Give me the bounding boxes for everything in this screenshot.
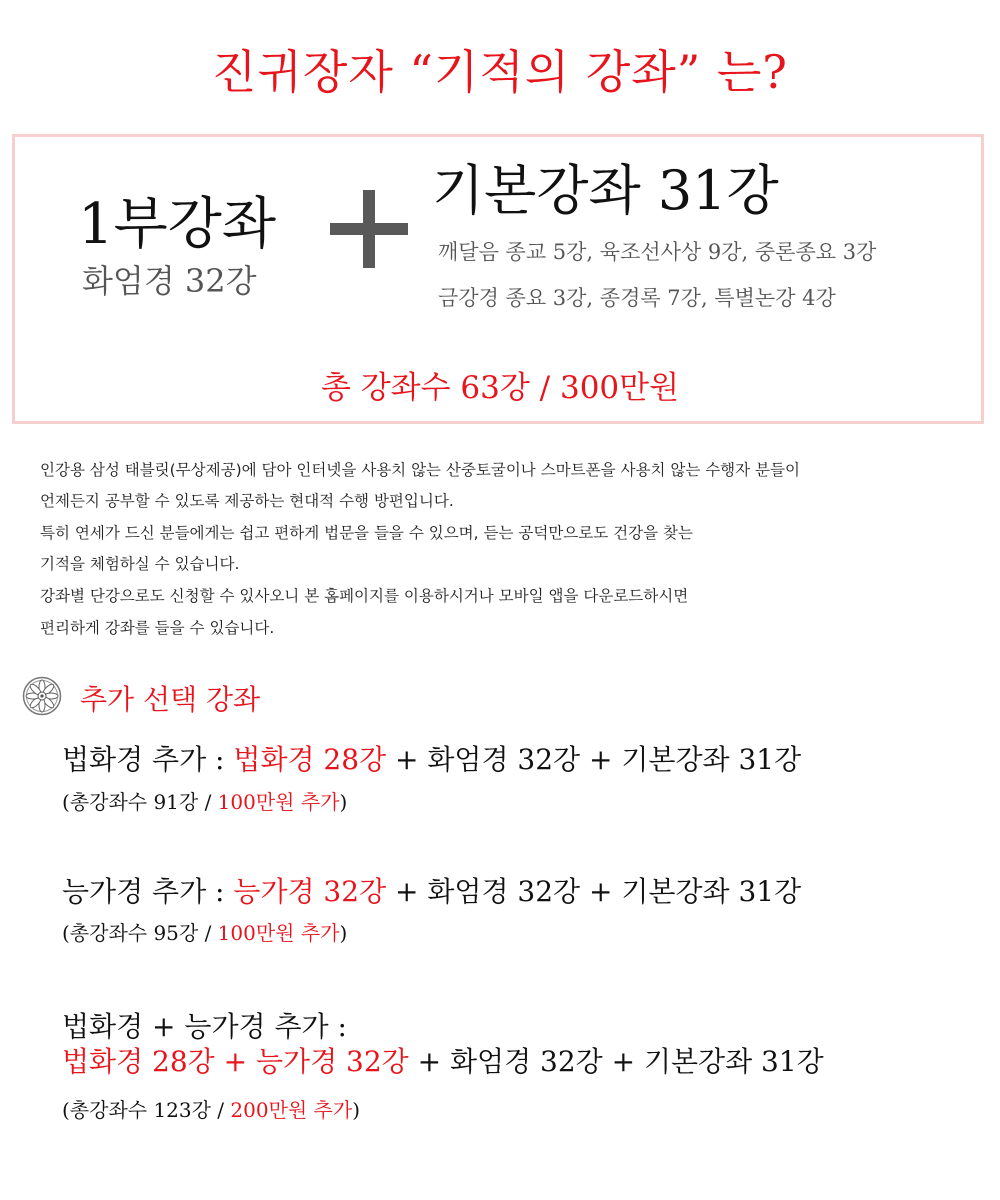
option-line <box>62 870 801 910</box>
option-summary <box>62 786 347 815</box>
option-summary-prefix: (총강좌수 123강 / <box>62 1098 231 1122</box>
option-rest: + 화엄경 32강 + 기본강좌 31강 <box>386 875 802 908</box>
page-title: 진귀장자 “기적의 강좌” 는? <box>212 45 788 99</box>
intro-line: 인강용 삼성 태블릿(무상제공)에 담아 인터넷을 사용치 않는 산중토굴이나 스마트폰을 사용치 않는 수행자 분들이 <box>40 461 800 479</box>
intro-line: 언제든지 공부할 수 있도록 제공하는 현대적 수행 방편입니다. <box>40 492 454 510</box>
option-summary-prefix: (총강좌수 91강 / <box>62 790 218 814</box>
total-summary: 총 강좌수 63강 / 300만원 <box>320 370 680 406</box>
option-label: 법화경 추가 : <box>62 743 234 776</box>
option-highlight: 능가경 32강 <box>233 875 387 908</box>
option-line <box>62 1040 824 1080</box>
lotus-flower-icon <box>22 676 62 716</box>
part1-title: 1부강좌 <box>78 192 276 257</box>
option-summary <box>62 1094 360 1123</box>
option-rest: + 화엄경 32강 + 기본강좌 31강 <box>408 1045 824 1078</box>
option-price: 100만원 추가 <box>217 790 340 814</box>
intro-line: 특히 연세가 드신 분들에게는 쉽고 편하게 법문을 들을 수 있으며, 듣는 공덕만으로도 건강을 찾는 <box>40 524 693 542</box>
intro-line: 편리하게 강좌를 들을 수 있습니다. <box>40 619 275 637</box>
option-summary-prefix: (총강좌수 95강 / <box>62 921 218 945</box>
option-highlight: 법화경 28강 <box>233 743 387 776</box>
option-summary <box>62 917 347 946</box>
option-highlight: 법화경 28강 + 능가경 32강 <box>62 1045 409 1078</box>
basic-course-line-1: 깨달음 종교 5강, 육조선사상 9강, 중론종요 3강 <box>438 240 877 264</box>
plus-icon <box>330 190 408 268</box>
option-summary-suffix: ) <box>339 790 348 814</box>
option-label-line: 법화경 + 능가경 추가 : <box>62 1010 347 1043</box>
option-summary-suffix: ) <box>352 1098 361 1122</box>
option-line <box>62 738 801 778</box>
option-rest: + 화엄경 32강 + 기본강좌 31강 <box>386 743 802 776</box>
option-price: 200만원 추가 <box>230 1098 353 1122</box>
basic-course-line-2: 금강경 종요 3강, 종경록 7강, 특별논강 4강 <box>438 286 836 310</box>
part1-subtitle: 화엄경 32강 <box>82 262 257 300</box>
basic-course-title: 기본강좌 31강 <box>432 159 779 222</box>
option-label: 능가경 추가 : <box>62 875 234 908</box>
section-title: 추가 선택 강좌 <box>80 683 261 716</box>
option-summary-suffix: ) <box>339 921 348 945</box>
intro-line: 기적을 체험하실 수 있습니다. <box>40 555 240 573</box>
intro-line: 강좌별 단강으로도 신청할 수 있사오니 본 홈페이지를 이용하시거나 모바일 앱을 다운로드하시면 <box>40 587 689 605</box>
option-price: 100만원 추가 <box>217 921 340 945</box>
